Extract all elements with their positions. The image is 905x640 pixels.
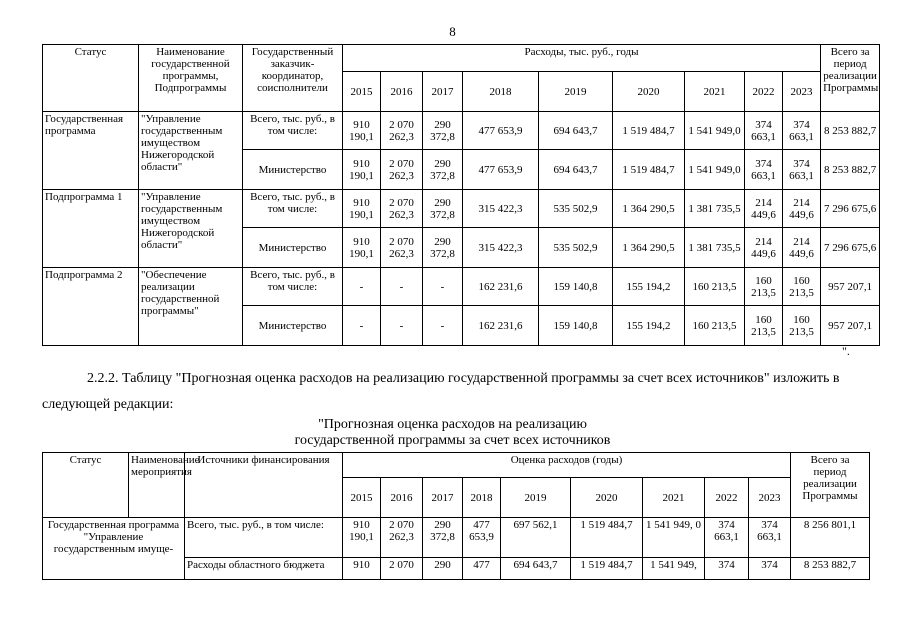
value-cell: 214 449,6 <box>745 228 783 268</box>
value-cell: 477 653,9 <box>463 518 501 558</box>
year-cell: 2017 <box>423 72 463 112</box>
value-cell: 214 449,6 <box>783 190 821 228</box>
value-cell: 160 213,5 <box>783 306 821 346</box>
year-cell: 2019 <box>501 478 571 518</box>
year-cell: 2015 <box>343 478 381 518</box>
value-cell: 374 <box>705 558 749 580</box>
value-cell: - <box>343 268 381 306</box>
header-status: Статус <box>43 45 139 112</box>
header-total: Всего за период реализации Программы <box>821 45 880 112</box>
value-cell: - <box>381 306 423 346</box>
value-cell: 374 663,1 <box>783 112 821 150</box>
value-cell: - <box>381 268 423 306</box>
paragraph <box>42 366 862 418</box>
value-cell: 214 449,6 <box>783 228 821 268</box>
year-cell: 2021 <box>685 72 745 112</box>
year-cell: 2023 <box>783 72 821 112</box>
program-name-cell: "Управление государственным имуществом Нижегородской области" <box>139 190 243 268</box>
year-cell: 2019 <box>539 72 613 112</box>
quote-end: ". <box>842 344 850 358</box>
source-cell: Всего, тыс. руб., в том числе: <box>185 518 343 558</box>
value-cell: 290 372,8 <box>423 150 463 190</box>
header-customer: Государственный заказчик-координатор, соисполнители <box>243 45 343 112</box>
header-name: Наименование государственной программы, Подпрограммы <box>139 45 243 112</box>
value-cell: - <box>423 268 463 306</box>
program-name-cell: "Управление государственным имуществом Нижегородской области" <box>139 112 243 190</box>
customer-cell: Министерство <box>243 228 343 268</box>
page-number: 8 <box>449 24 456 39</box>
value-cell: 694 643,7 <box>539 150 613 190</box>
value-cell: 694 643,7 <box>539 112 613 150</box>
header-name: Наименование мероприятия <box>129 453 185 518</box>
value-cell: 159 140,8 <box>539 268 613 306</box>
value-cell: 2 070 262,3 <box>381 518 423 558</box>
value-cell: 162 231,6 <box>463 306 539 346</box>
year-cell: 2020 <box>613 72 685 112</box>
value-cell: 374 663,1 <box>705 518 749 558</box>
value-cell: 697 562,1 <box>501 518 571 558</box>
customer-cell: Всего, тыс. руб., в том числе: <box>243 112 343 150</box>
value-cell: 315 422,3 <box>463 190 539 228</box>
value-cell: 214 449,6 <box>745 190 783 228</box>
value-cell: 910 190,1 <box>343 112 381 150</box>
value-cell: 910 190,1 <box>343 190 381 228</box>
table-row <box>43 190 880 228</box>
value-cell: 1 519 484,7 <box>571 518 643 558</box>
value-cell: 2 070 <box>381 558 423 580</box>
value-cell: 290 372,8 <box>423 190 463 228</box>
value-cell: 1 519 484,7 <box>613 150 685 190</box>
total-cell: 957 207,1 <box>821 306 880 346</box>
value-cell: 160 213,5 <box>745 306 783 346</box>
year-cell: 2022 <box>705 478 749 518</box>
total-cell: 8 253 882,7 <box>821 150 880 190</box>
value-cell: 477 <box>463 558 501 580</box>
customer-cell: Всего, тыс. руб., в том числе: <box>243 190 343 228</box>
year-cell: 2016 <box>381 478 423 518</box>
value-cell: 910 190,1 <box>343 150 381 190</box>
value-cell: 1 519 484,7 <box>571 558 643 580</box>
value-cell: 910 <box>343 558 381 580</box>
header-source: Источники финансирования <box>185 453 343 518</box>
customer-cell: Министерство <box>243 150 343 190</box>
value-cell: 535 502,9 <box>539 228 613 268</box>
status-cell: Государственная программа <box>43 112 139 190</box>
value-cell: 477 653,9 <box>463 112 539 150</box>
value-cell: 1 381 735,5 <box>685 228 745 268</box>
customer-cell: Министерство <box>243 306 343 346</box>
status-cell: Подпрограмма 1 <box>43 190 139 268</box>
customer-cell: Всего, тыс. руб., в том числе: <box>243 268 343 306</box>
header-estimate: Оценка расходов (годы) <box>343 453 791 478</box>
value-cell: 160 213,5 <box>783 268 821 306</box>
value-cell: 290 372,8 <box>423 112 463 150</box>
value-cell: - <box>423 306 463 346</box>
source-cell: Расходы областного бюджета <box>185 558 343 580</box>
table-row <box>43 112 880 150</box>
table-row <box>43 268 880 306</box>
caption-line-2: государственной программы за счет всех источников <box>294 433 611 448</box>
value-cell: 374 <box>749 558 791 580</box>
value-cell: 374 663,1 <box>745 150 783 190</box>
value-cell: 160 213,5 <box>685 306 745 346</box>
year-cell: 2016 <box>381 72 423 112</box>
year-cell: 2017 <box>423 478 463 518</box>
year-cell: 2018 <box>463 72 539 112</box>
header-total: Всего за период реализации Программы <box>791 453 870 518</box>
header-status: Статус <box>43 453 129 518</box>
paragraph-text: 2.2.2. Таблицу "Прогнозная оценка расходов на реализацию государственной программы за счет всех источников" изложить в следующей редакции: <box>42 371 840 412</box>
value-cell: 2 070 262,3 <box>381 112 423 150</box>
expenses-table <box>42 44 880 346</box>
value-cell: 290 372,8 <box>423 228 463 268</box>
value-cell: 160 213,5 <box>685 268 745 306</box>
value-cell: 315 422,3 <box>463 228 539 268</box>
header-expenses: Расходы, тыс. руб., годы <box>343 45 821 72</box>
value-cell: 160 213,5 <box>745 268 783 306</box>
value-cell: 1 541 949,0 <box>685 150 745 190</box>
year-cell: 2023 <box>749 478 791 518</box>
value-cell: 910 190,1 <box>343 518 381 558</box>
value-cell: 910 190,1 <box>343 228 381 268</box>
value-cell: 1 364 290,5 <box>613 228 685 268</box>
program-name-cell: "Обеспечение реализации государственной программы" <box>139 268 243 346</box>
value-cell: 1 519 484,7 <box>613 112 685 150</box>
value-cell: 155 194,2 <box>613 306 685 346</box>
value-cell: 694 643,7 <box>501 558 571 580</box>
total-cell: 8 253 882,7 <box>791 558 870 580</box>
value-cell: 1 381 735,5 <box>685 190 745 228</box>
year-cell: 2022 <box>745 72 783 112</box>
table-row <box>43 518 870 558</box>
total-cell: 957 207,1 <box>821 268 880 306</box>
year-cell: 2015 <box>343 72 381 112</box>
value-cell: 290 372,8 <box>423 518 463 558</box>
total-cell: 8 253 882,7 <box>821 112 880 150</box>
value-cell: 2 070 262,3 <box>381 150 423 190</box>
value-cell: 374 663,1 <box>783 150 821 190</box>
year-cell: 2020 <box>571 478 643 518</box>
value-cell: 290 <box>423 558 463 580</box>
value-cell: 1 541 949, <box>643 558 705 580</box>
status-cell: Подпрограмма 2 <box>43 268 139 346</box>
total-cell: 7 296 675,6 <box>821 228 880 268</box>
year-cell: 2021 <box>643 478 705 518</box>
value-cell: 162 231,6 <box>463 268 539 306</box>
forecast-table <box>42 452 870 580</box>
value-cell: 374 663,1 <box>749 518 791 558</box>
value-cell: 1 541 949, 0 <box>643 518 705 558</box>
year-cell: 2018 <box>463 478 501 518</box>
total-cell: 7 296 675,6 <box>821 190 880 228</box>
value-cell: - <box>343 306 381 346</box>
value-cell: 477 653,9 <box>463 150 539 190</box>
value-cell: 1 364 290,5 <box>613 190 685 228</box>
value-cell: 1 541 949,0 <box>685 112 745 150</box>
value-cell: 2 070 262,3 <box>381 190 423 228</box>
status-name-cell: Государственная программа "Управление государственным имуще- <box>43 518 185 580</box>
caption-line-1: "Прогнозная оценка расходов на реализацию <box>318 417 587 432</box>
value-cell: 159 140,8 <box>539 306 613 346</box>
total-cell: 8 256 801,1 <box>791 518 870 558</box>
value-cell: 2 070 262,3 <box>381 228 423 268</box>
value-cell: 155 194,2 <box>613 268 685 306</box>
value-cell: 535 502,9 <box>539 190 613 228</box>
value-cell: 374 663,1 <box>745 112 783 150</box>
